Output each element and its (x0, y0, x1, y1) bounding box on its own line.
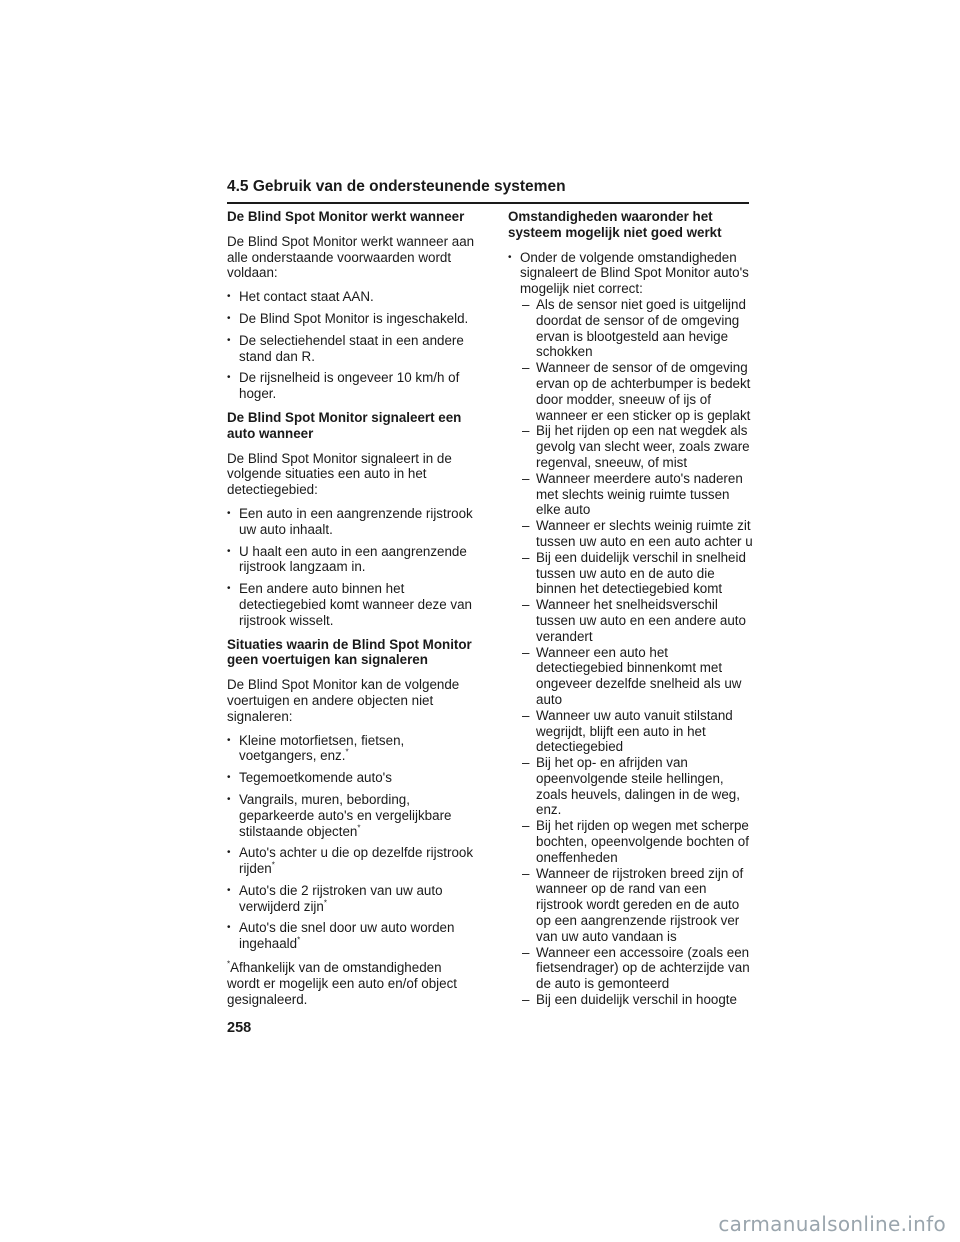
sub-list-item: – Bij het rijden op wegen met scherpe bochten, opeenvolgende bochten of oneffenheden (520, 818, 753, 865)
list-item: • Onder de volgende omstandigheden signaleert de Blind Spot Monitor auto's mogelijk niet correct: – Als de sensor niet goed is uitgelijnd doordat de sensor of de omgeving ervan is blootgesteld aan hevige schokken – Wanneer de sensor of de omgeving ervan op de achterbumper is bedekt door modder, sneeuw of ijs of wanneer er een sticker op is geplakt – Bij het rijden op een nat wegdek als gevolg van slecht weer, zoals zware regenval, sneeuw, of mist – Wanneer meerdere auto's naderen met slechts weinig ruimte tussen elke auto – Wanneer er slechts weinig ruimte zit tussen uw auto en een auto achter u – Bij een duidelijk verschil in snelheid tussen uw auto en de auto die binnen het detectiegebied komt – Wanneer het snelheidsverschil tussen uw auto en een andere auto verandert – Wanneer een auto het detectiegebied binnenkomt met ongeveer dezelfde snelheid als uw auto – Wanneer uw auto vanuit stilstand wegrijdt, blijft een auto in het detectiegebied – Bij het op- en afrijden van opeenvolgende steile hellingen, zoals heuvels, dalingen in de weg, enz. – Bij het rijden op wegen met scherpe bochten, opeenvolgende bochten of oneffenheden – Wanneer de rijstroken breed zijn of wanneer op de rand van een rijstrook wordt gereden en de auto op een aangrenzende rijstrook ver van uw auto vandaan is – Wanneer een accessoire (zoals een fietsendrager) op de achterzijde van de auto is gemonteerd – Bij een duidelijk verschil in hoogte (508, 250, 753, 1008)
list-item: • Kleine motorfietsen, fietsen, voetgangers, enz.* (227, 733, 475, 765)
list-item: • Tegemoetkomende auto's (227, 770, 475, 786)
sub-list-item: – Wanneer meerdere auto's naderen met slechts weinig ruimte tussen elke auto (520, 471, 753, 518)
non-detectable-list (227, 733, 475, 953)
list-item: • De selectiehendel staat in een andere stand dan R. (227, 333, 475, 365)
page-number: 258 (227, 1020, 252, 1036)
sub-list-item: – Wanneer het snelheidsverschil tussen uw auto en een andere auto verandert (520, 597, 753, 644)
watermark: carmanualsonline.info (718, 1212, 946, 1236)
detection-situations-list (227, 506, 475, 629)
sub-list-item: – Wanneer een accessoire (zoals een fietsendrager) op de achterzijde van de auto is gemonteerd (520, 945, 753, 992)
footnote: *Afhankelijk van de omstandigheden wordt er mogelijk een auto en/of object gesignaleerd. (227, 959, 458, 1007)
left-column (227, 209, 475, 1015)
sub-list-item: – Als de sensor niet goed is uitgelijnd doordat de sensor of de omgeving ervan is blootgesteld aan hevige schokken (520, 297, 753, 360)
list-item: • Een andere auto binnen het detectiegebied komt wanneer deze van rijstrook wisselt. (227, 581, 475, 628)
list-item: • Vangrails, muren, bebording, geparkeerde auto's en vergelijkbare stilstaande objecten* (227, 792, 475, 839)
heading-omstandigheden: Omstandigheden waaronder het systeem mogelijk niet goed werkt (508, 209, 722, 240)
paragraph-werkt-wanneer: De Blind Spot Monitor werkt wanneer aan alle onderstaande voorwaarden wordt voldaan: (227, 233, 475, 281)
sub-list (520, 297, 753, 1008)
paragraph-geen-signalering: De Blind Spot Monitor kan de volgende voertuigen en andere objecten niet signaleren: (227, 677, 460, 724)
sub-list-item: – Wanneer er slechts weinig ruimte zit tussen uw auto en een auto achter u (520, 518, 753, 550)
list-item: • Auto's achter u die op dezelfde rijstrook rijden* (227, 845, 475, 877)
list-item: • De Blind Spot Monitor is ingeschakeld. (227, 311, 475, 327)
list-item: • Een auto in een aangrenzende rijstrook uw auto inhaalt. (227, 506, 475, 538)
section-header: 4.5 Gebruik van de ondersteunende systemen (227, 178, 749, 204)
sub-list-item: – Wanneer de sensor of de omgeving ervan op de achterbumper is bedekt door modder, sneeuw of ijs of wanneer er een sticker op is geplakt (520, 360, 753, 423)
heading-werkt-wanneer: De Blind Spot Monitor werkt wanneer (227, 209, 465, 224)
sub-list-item: – Bij een duidelijk verschil in hoogte (520, 992, 753, 1008)
list-item: • Het contact staat AAN. (227, 289, 475, 305)
limitations-list (508, 250, 753, 1008)
list-item: • Auto's die snel door uw auto worden ingehaald* (227, 920, 475, 952)
sub-list-item: – Bij het rijden op een nat wegdek als gevolg van slecht weer, zoals zware regenval, sneeuw, of mist (520, 423, 753, 470)
heading-signaleert-auto: De Blind Spot Monitor signaleert een auto wanneer (227, 409, 462, 441)
sub-list-item: – Wanneer de rijstroken breed zijn of wanneer op de rand van een rijstrook wordt gereden en de auto op een aangrenzende rijstrook ver van uw auto vandaan is (520, 866, 753, 945)
right-column (508, 209, 753, 1016)
sub-list-item: – Bij een duidelijk verschil in snelheid tussen uw auto en de auto die binnen het detectiegebied komt (520, 550, 753, 597)
conditions-list (227, 289, 475, 402)
paragraph-signaleert-auto: De Blind Spot Monitor signaleert in de volgende situaties een auto in het detectiegebied: (227, 450, 452, 498)
list-item: • Auto's die 2 rijstroken van uw auto verwijderd zijn* (227, 883, 475, 915)
sub-list-item: – Bij het op- en afrijden van opeenvolgende steile hellingen, zoals heuvels, dalingen in de weg, enz. (520, 755, 753, 818)
heading-geen-signalering: Situaties waarin de Blind Spot Monitor geen voertuigen kan signaleren (227, 636, 472, 668)
list-item: • U haalt een auto in een aangrenzende rijstrook langzaam in. (227, 544, 475, 576)
sub-list-item: – Wanneer een auto het detectiegebied binnenkomt met ongeveer dezelfde snelheid als uw auto (520, 645, 753, 708)
sub-list-item: – Wanneer uw auto vanuit stilstand wegrijdt, blijft een auto in het detectiegebied (520, 708, 753, 755)
list-item: • De rijsnelheid is ongeveer 10 km/h of hoger. (227, 370, 475, 402)
